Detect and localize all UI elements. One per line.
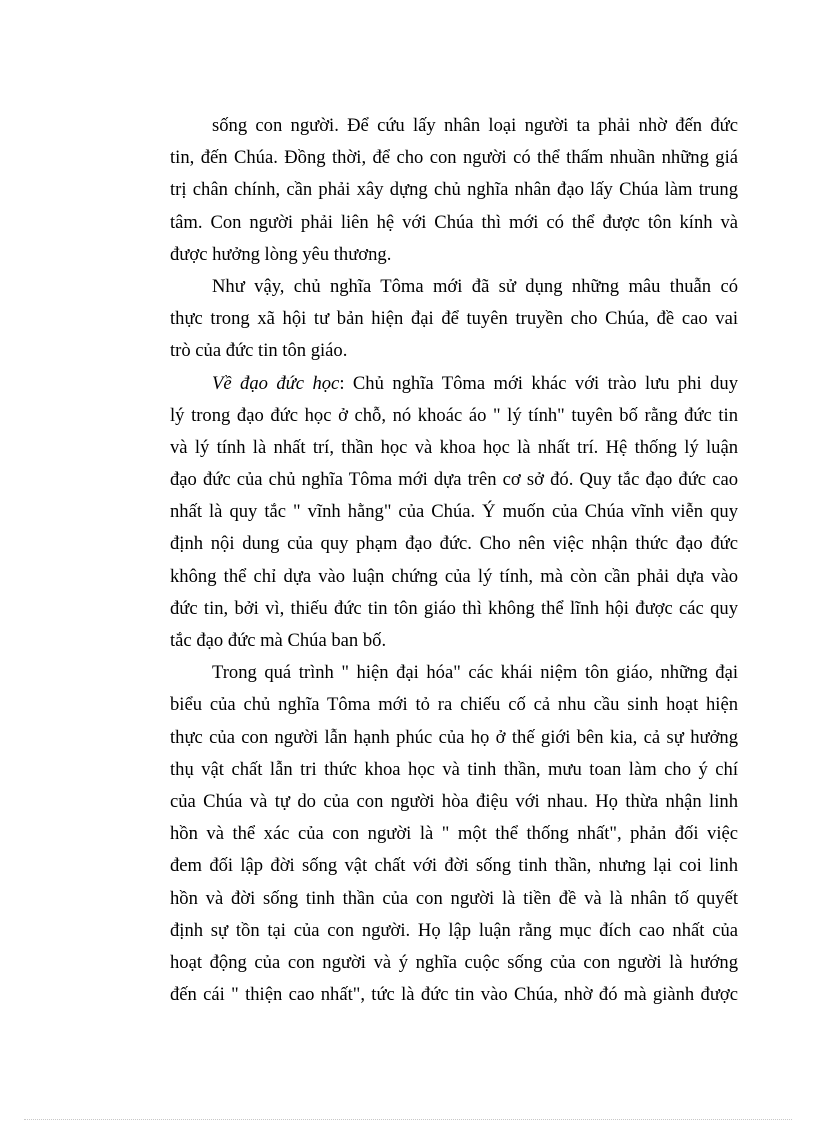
- line-text: và lý tính là nhất trí, thần học và khoa học là nhất trí. Hệ thống lý luận: [170, 436, 738, 458]
- text-line: [170, 786, 738, 818]
- text-line: [170, 915, 738, 947]
- text-line: [170, 335, 738, 367]
- text-line: [170, 239, 738, 271]
- line-text: thực trong xã hội tư bản hiện đại để tuyên truyền cho Chúa, đề cao vai: [170, 308, 738, 330]
- line-text: định nội dung của quy phạm đạo đức. Cho nên việc nhận thức đạo đức: [170, 533, 738, 555]
- text-line: [170, 625, 738, 657]
- line-text: Trong quá trình " hiện đại hóa" các khái niệm tôn giáo, những đại: [212, 662, 738, 684]
- text-line: [170, 207, 738, 239]
- text-line: [170, 818, 738, 850]
- text-line: [170, 561, 738, 593]
- line-text: Chủ nghĩa Tôma mới khác với trào lưu phi duy: [352, 372, 738, 394]
- text-line: [170, 110, 738, 142]
- text-line: [170, 303, 738, 335]
- text-line: [170, 174, 738, 206]
- text-line: [170, 368, 738, 400]
- text-line: [170, 850, 738, 882]
- page-bottom-rule: [24, 1119, 792, 1120]
- line-text: đạo đức của chủ nghĩa Tôma mới dựa trên cơ sở đó. Quy tắc đạo đức cao: [170, 469, 738, 491]
- text-line: [170, 400, 738, 432]
- line-text: được hưởng lòng yêu thương.: [170, 243, 392, 265]
- body-text: [170, 110, 738, 1011]
- line-text: trò của đức tin tôn giáo.: [170, 340, 348, 362]
- line-text: Như vậy, chủ nghĩa Tôma mới đã sử dụng những mâu thuẫn có: [212, 275, 738, 297]
- line-text: lý trong đạo đức học ở chỗ, nó khoác áo " lý tính" tuyên bố rằng đức tin: [170, 404, 738, 426]
- text-line: [170, 689, 738, 721]
- section-heading-inline: Về đạo đức học: [212, 372, 340, 394]
- line-text: sống con người. Để cứu lấy nhân loại người ta phải nhờ đến đức: [212, 115, 738, 136]
- heading-separator: :: [339, 372, 353, 394]
- text-line: [170, 947, 738, 979]
- text-line: [170, 271, 738, 303]
- text-line: [170, 593, 738, 625]
- line-text: tắc đạo đức mà Chúa ban bố.: [170, 630, 387, 651]
- line-text: tâm. Con người phải liên hệ với Chúa thì mới có thể được tôn kính và: [170, 211, 738, 233]
- text-line: [170, 464, 738, 496]
- line-text: trị chân chính, cần phải xây dựng chủ nghĩa nhân đạo lấy Chúa làm trung: [170, 179, 738, 201]
- text-line: [170, 722, 738, 754]
- line-text: đến cái " thiện cao nhất", tức là đức tin vào Chúa, nhờ đó mà giành được: [170, 984, 738, 1006]
- line-text: thụ vật chất lẫn tri thức khoa học và tinh thần, mưu toan làm cho ý chí: [170, 758, 738, 780]
- text-line: [170, 754, 738, 786]
- text-line: [170, 657, 738, 689]
- line-text: của Chúa và tự do của con người hòa điệu với nhau. Họ thừa nhận linh: [170, 790, 738, 812]
- text-line: [170, 496, 738, 528]
- line-text: thực của con người lẫn hạnh phúc của họ ở thế giới bên kia, cả sự hưởng: [170, 726, 738, 748]
- text-line: [170, 979, 738, 1011]
- line-text: hồn và thể xác của con người là " một thể thống nhất", phản đối việc: [170, 823, 738, 845]
- line-text: tin, đến Chúa. Đồng thời, để cho con người có thể thấm nhuần những giá: [170, 147, 738, 169]
- line-text: biểu của chủ nghĩa Tôma mới tỏ ra chiếu cố cả nhu cầu sinh hoạt hiện: [170, 694, 738, 716]
- line-text: định sự tồn tại của con người. Họ lập luận rằng mục đích cao nhất của: [170, 919, 738, 941]
- text-line: [170, 883, 738, 915]
- line-text: không thể chỉ dựa vào luận chứng của lý tính, mà còn cần phải dựa vào: [170, 565, 738, 587]
- text-line: [170, 432, 738, 464]
- line-text: đem đối lập đời sống vật chất với đời sống tinh thần, nhưng lại coi linh: [170, 855, 738, 877]
- text-line: [170, 528, 738, 560]
- line-text: nhất là quy tắc " vĩnh hằng" của Chúa. Ý muốn của Chúa vĩnh viễn quy: [170, 501, 738, 523]
- line-text: đức tin, bởi vì, thiếu đức tin tôn giáo thì không thể lĩnh hội được các quy: [170, 597, 738, 619]
- line-text: hồn và đời sống tinh thần của con người là tiền đề và là nhân tố quyết: [170, 887, 738, 909]
- line-text: hoạt động của con người và ý nghĩa cuộc sống của con người là hướng: [170, 951, 738, 973]
- text-line: [170, 142, 738, 174]
